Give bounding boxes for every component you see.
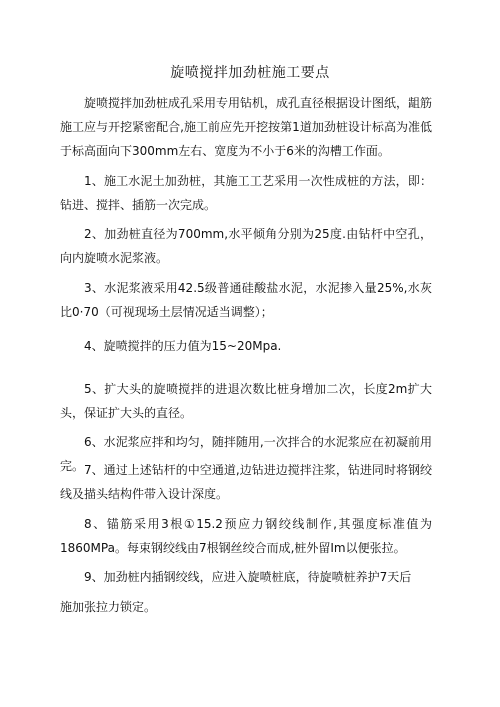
- paragraph-item-9: 9、加劲桩内插钢绞线，应进入旋喷桩底，待旋喷桩养护7天后: [84, 570, 412, 584]
- paragraph-item-8: 8、锚筋采用3根①15.2预应力钢绞线制作,其强度标准值为1860MPa。每束钢绞线由7根钢丝绞合而成,桩外留Im以便张拉。: [60, 517, 432, 555]
- paragraph-item-9-continued: 施加张拉力锁定。: [60, 600, 157, 614]
- paragraph-item-5: 5、扩大头的旋喷搅拌的进退次数比桩身增加二次，长度2m扩大头，保证扩大头的直径。: [60, 382, 432, 420]
- paragraph-item-7: 7、通过上述钻杆的中空通道,边钻进边搅拌注浆，钻进同时将钢绞线及描头结构件带入设计深度。: [60, 463, 432, 501]
- paragraph-item-2: 2、加劲桩直径为700mm,水平倾角分别为25度.由钻杆中空孔，向内旋喷水泥浆液。: [60, 227, 432, 265]
- paragraph-item-3: 3、水泥浆液采用42.5级普通硅酸盐水泥，水泥掺入量25%,水灰比0·70（可视现场土层情况适当调整）；: [60, 281, 432, 319]
- paragraph-item-4: 4、旋喷搅拌的压力值为15~20Mpa.: [84, 339, 282, 353]
- paragraph-intro: 旋喷搅拌加劲桩成孔采用专用钻机，成孔直径根据设计图纸，龃筋施工应与开挖紧密配合,施工前应先开挖按第1道加劲桩设计标高为准低于标高面向下300mm左右、宽度为不小于6米的沟槽工作面。: [60, 96, 433, 158]
- paragraph-item-1: 1、施工水泥土加劲桩，其施工工艺采用一次性成桩的方法，即：钻进、搅拌、插筋一次完成。: [60, 174, 432, 212]
- document-title: 旋喷搅拌加劲桩施工要点: [170, 65, 330, 81]
- paragraph-item-6: 6、水泥浆应拌和均匀，随拌随用,一次拌合的水泥浆应在初凝前用完。: [60, 435, 432, 473]
